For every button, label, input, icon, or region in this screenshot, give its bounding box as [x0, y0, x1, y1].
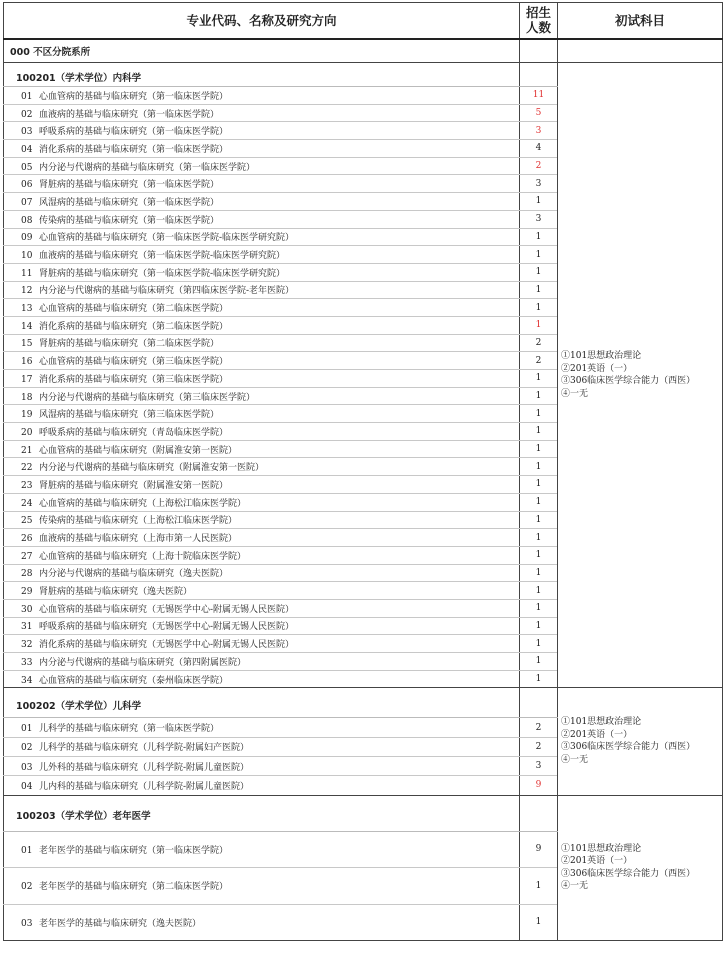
enrollment-count: 1 [520, 635, 558, 653]
direction-code: 01 [21, 724, 33, 735]
direction-code: 03 [21, 918, 33, 929]
direction-code: 20 [21, 427, 33, 438]
direction-code: 13 [21, 304, 33, 315]
direction-name: 传染病的基础与临床研究（上海松江临床医学院） [39, 516, 238, 527]
direction-name: 消化系病的基础与临床研究（无锡医学中心-附属无锡人民医院） [39, 640, 295, 651]
enrollment-count: 1 [520, 299, 558, 317]
enrollment-count: 2 [520, 718, 558, 737]
enrollment-count: 9 [520, 776, 558, 795]
enrollment-count: 1 [520, 263, 558, 281]
direction-cell [4, 405, 520, 423]
enrollment-count: 2 [520, 334, 558, 352]
direction-cell [4, 122, 520, 140]
enrollment-count: 3 [520, 756, 558, 775]
enrollment-count: 1 [520, 493, 558, 511]
direction-code: 27 [21, 551, 33, 562]
direction-cell [4, 193, 520, 211]
direction-name: 儿科学的基础与临床研究（儿科学院-附属妇产医院） [39, 743, 250, 754]
direction-cell [4, 228, 520, 246]
direction-name: 内分泌与代谢病的基础与临床研究（第四临床医学院-老年医院） [39, 286, 295, 297]
direction-code: 11 [21, 268, 33, 279]
direction-code: 07 [21, 197, 33, 208]
direction-name: 消化系病的基础与临床研究（第一临床医学院） [39, 144, 229, 155]
enrollment-count: 2 [520, 737, 558, 756]
enrollment-count: 1 [520, 617, 558, 635]
direction-cell [4, 904, 520, 941]
direction-name: 肾脏病的基础与临床研究（第一临床医学院-临床医学研究院） [39, 268, 286, 279]
direction-code: 25 [21, 516, 33, 527]
enrollment-count: 2 [520, 157, 558, 175]
enrollment-count: 1 [520, 228, 558, 246]
direction-name: 内分泌与代谢病的基础与临床研究（附属淮安第一医院） [39, 463, 265, 474]
enrollment-count: 3 [520, 175, 558, 193]
direction-cell [4, 334, 520, 352]
enrollment-count: 1 [520, 423, 558, 441]
direction-cell [4, 87, 520, 105]
direction-name: 心血管病的基础与临床研究（附属淮安第一医院） [39, 445, 238, 456]
direction-code: 03 [21, 127, 33, 138]
enrollment-count: 1 [520, 599, 558, 617]
direction-name: 心血管病的基础与临床研究（上海松江临床医学院） [39, 498, 247, 509]
direction-cell [4, 423, 520, 441]
direction-code: 01 [21, 91, 33, 102]
direction-code: 34 [21, 675, 33, 686]
direction-name: 内分泌与代谢病的基础与临床研究（第一临床医学院） [39, 162, 256, 173]
direction-code: 17 [21, 374, 33, 385]
direction-name: 儿内科的基础与临床研究（儿科学院-附属儿童医院） [39, 781, 250, 792]
direction-code: 18 [21, 392, 33, 403]
direction-cell [4, 617, 520, 635]
direction-code: 31 [21, 622, 33, 633]
header-count-line1: 招生 [525, 5, 551, 21]
enrollment-count: 1 [520, 387, 558, 405]
table-body [4, 39, 723, 941]
header-count-line2: 人数 [525, 20, 551, 36]
direction-name: 消化系病的基础与临床研究（第三临床医学院） [39, 374, 229, 385]
direction-code: 10 [21, 251, 33, 262]
enrollment-count: 1 [520, 670, 558, 688]
major-name: 100203（学术学位）老年医学 [4, 795, 520, 831]
direction-cell [4, 157, 520, 175]
direction-name: 老年医学的基础与临床研究（逸夫医院） [39, 918, 202, 929]
enrollment-count: 1 [520, 405, 558, 423]
enrollment-count: 3 [520, 210, 558, 228]
direction-name: 肾脏病的基础与临床研究（第一临床医学院） [39, 180, 220, 191]
direction-name: 心血管病的基础与临床研究（第三临床医学院） [39, 357, 229, 368]
direction-name: 血液病的基础与临床研究（上海市第一人民医院） [39, 534, 238, 545]
direction-code: 15 [21, 339, 33, 350]
direction-cell [4, 299, 520, 317]
direction-name: 老年医学的基础与临床研究（第一临床医学院） [39, 845, 229, 856]
direction-cell [4, 493, 520, 511]
direction-code: 26 [21, 534, 33, 545]
direction-cell [4, 370, 520, 388]
enrollment-count: 1 [520, 511, 558, 529]
enrollment-count: 4 [520, 140, 558, 158]
direction-code: 33 [21, 657, 33, 668]
direction-name: 肾脏病的基础与临床研究（逸夫医院） [39, 587, 193, 598]
direction-code: 32 [21, 640, 33, 651]
direction-cell [4, 776, 520, 795]
direction-cell [4, 511, 520, 529]
direction-cell [4, 831, 520, 868]
direction-cell [4, 737, 520, 756]
direction-cell [4, 440, 520, 458]
direction-cell [4, 316, 520, 334]
direction-cell [4, 546, 520, 564]
header-subjects: 初试科目 [558, 3, 723, 39]
direction-code: 09 [21, 233, 33, 244]
direction-code: 01 [21, 845, 33, 856]
major-row [4, 63, 723, 87]
direction-code: 30 [21, 604, 33, 615]
direction-cell [4, 352, 520, 370]
enrollment-count: 1 [520, 868, 558, 905]
exam-subjects [558, 688, 723, 795]
exam-subject-item: ②201英语（一） [561, 363, 633, 374]
direction-cell [4, 564, 520, 582]
exam-subject-item: ②201英语（一） [561, 729, 633, 740]
direction-code: 14 [21, 321, 33, 332]
direction-cell [4, 281, 520, 299]
direction-name: 内分泌与代谢病的基础与临床研究（第三临床医学院） [39, 392, 256, 403]
direction-code: 19 [21, 410, 33, 421]
direction-code: 16 [21, 357, 33, 368]
enrollment-count: 1 [520, 904, 558, 941]
exam-subject-item: ①101思想政治理论 [561, 351, 642, 362]
enrollment-count: 1 [520, 316, 558, 334]
exam-subject-item: ③306临床医学综合能力（西医） [561, 742, 696, 753]
table-header-row [4, 3, 723, 39]
direction-name: 内分泌与代谢病的基础与临床研究（第四附属医院） [39, 657, 247, 668]
major-row [4, 795, 723, 831]
direction-code: 21 [21, 445, 33, 456]
direction-code: 24 [21, 498, 33, 509]
enrollment-count: 11 [520, 87, 558, 105]
direction-name: 呼吸系病的基础与临床研究（青岛临床医学院） [39, 427, 229, 438]
direction-cell [4, 458, 520, 476]
direction-name: 呼吸系病的基础与临床研究（无锡医学中心-附属无锡人民医院） [39, 622, 295, 633]
direction-cell [4, 246, 520, 264]
direction-code: 08 [21, 215, 33, 226]
enrollment-count: 2 [520, 352, 558, 370]
enrollment-count: 9 [520, 831, 558, 868]
major-row [4, 688, 723, 718]
exam-subject-item: ③306临床医学综合能力（西医） [561, 376, 696, 387]
exam-subject-item: ①101思想政治理论 [561, 717, 642, 728]
direction-cell [4, 387, 520, 405]
direction-code: 23 [21, 480, 33, 491]
exam-subject-item: ③306临床医学综合能力（西医） [561, 868, 696, 879]
direction-name: 风湿病的基础与临床研究（第一临床医学院） [39, 197, 220, 208]
enrollment-count: 1 [520, 582, 558, 600]
exam-subject-item: ④一无 [561, 754, 589, 765]
enrollment-count: 1 [520, 546, 558, 564]
direction-name: 心血管病的基础与临床研究（第一临床医学院-临床医学研究院） [39, 233, 295, 244]
exam-subject-item: ②201英语（一） [561, 856, 633, 867]
enrollment-count: 1 [520, 529, 558, 547]
direction-name: 风湿病的基础与临床研究（第三临床医学院） [39, 410, 220, 421]
direction-code: 12 [21, 286, 33, 297]
enrollment-count: 5 [520, 104, 558, 122]
direction-name: 血液病的基础与临床研究（第一临床医学院） [39, 109, 220, 120]
direction-cell [4, 210, 520, 228]
header-count [520, 3, 558, 39]
header-major: 专业代码、名称及研究方向 [4, 3, 520, 39]
direction-cell [4, 140, 520, 158]
direction-cell [4, 529, 520, 547]
direction-name: 传染病的基础与临床研究（第一临床医学院） [39, 215, 220, 226]
direction-code: 04 [21, 781, 33, 792]
exam-subject-item: ④一无 [561, 388, 589, 399]
direction-code: 28 [21, 569, 33, 580]
direction-code: 02 [21, 743, 33, 754]
exam-subject-item: ①101思想政治理论 [561, 843, 642, 854]
direction-code: 02 [21, 109, 33, 120]
direction-name: 儿科学的基础与临床研究（第一临床医学院） [39, 724, 220, 735]
direction-cell [4, 582, 520, 600]
enrollment-count: 3 [520, 122, 558, 140]
direction-cell [4, 175, 520, 193]
direction-name: 心血管病的基础与临床研究（第二临床医学院） [39, 304, 229, 315]
direction-code: 06 [21, 180, 33, 191]
major-name: 100201（学术学位）内科学 [4, 63, 520, 87]
direction-cell [4, 104, 520, 122]
exam-subjects [558, 63, 723, 688]
enrollment-count: 1 [520, 281, 558, 299]
direction-cell [4, 868, 520, 905]
direction-code: 22 [21, 463, 33, 474]
enrollment-count: 1 [520, 193, 558, 211]
direction-cell [4, 599, 520, 617]
direction-cell [4, 635, 520, 653]
direction-cell [4, 653, 520, 671]
exam-subjects [558, 795, 723, 941]
direction-code: 04 [21, 144, 33, 155]
direction-code: 05 [21, 162, 33, 173]
enrollment-count: 1 [520, 458, 558, 476]
direction-name: 心血管病的基础与临床研究（无锡医学中心-附属无锡人民医院） [39, 604, 295, 615]
department-name: 000 不区分院系所 [4, 39, 520, 63]
enrollment-count: 1 [520, 246, 558, 264]
direction-name: 消化系病的基础与临床研究（第二临床医学院） [39, 321, 229, 332]
direction-cell [4, 263, 520, 281]
direction-name: 肾脏病的基础与临床研究（第二临床医学院） [39, 339, 220, 350]
exam-subject-item: ④一无 [561, 881, 589, 892]
major-name: 100202（学术学位）儿科学 [4, 688, 520, 718]
direction-code: 02 [21, 882, 33, 893]
direction-name: 儿外科的基础与临床研究（儿科学院-附属儿童医院） [39, 762, 250, 773]
enrollment-count: 1 [520, 564, 558, 582]
enrollment-count: 1 [520, 653, 558, 671]
direction-name: 血液病的基础与临床研究（第一临床医学院-临床医学研究院） [39, 251, 286, 262]
enrollment-count: 1 [520, 370, 558, 388]
direction-code: 03 [21, 762, 33, 773]
direction-cell [4, 756, 520, 775]
direction-name: 心血管病的基础与临床研究（泰州临床医学院） [39, 675, 229, 686]
direction-name: 内分泌与代谢病的基础与临床研究（逸夫医院） [39, 569, 229, 580]
enrollment-table [3, 2, 723, 941]
direction-cell [4, 670, 520, 688]
direction-cell [4, 718, 520, 737]
direction-name: 心血管病的基础与临床研究（上海十院临床医学院） [39, 551, 247, 562]
enrollment-count: 1 [520, 440, 558, 458]
direction-name: 肾脏病的基础与临床研究（附属淮安第一医院） [39, 480, 229, 491]
direction-name: 呼吸系病的基础与临床研究（第一临床医学院） [39, 127, 229, 138]
enrollment-count: 1 [520, 476, 558, 494]
direction-name: 心血管病的基础与临床研究（第一临床医学院） [39, 91, 229, 102]
department-row [4, 39, 723, 63]
direction-code: 29 [21, 587, 33, 598]
direction-cell [4, 476, 520, 494]
direction-name: 老年医学的基础与临床研究（第二临床医学院） [39, 882, 229, 893]
